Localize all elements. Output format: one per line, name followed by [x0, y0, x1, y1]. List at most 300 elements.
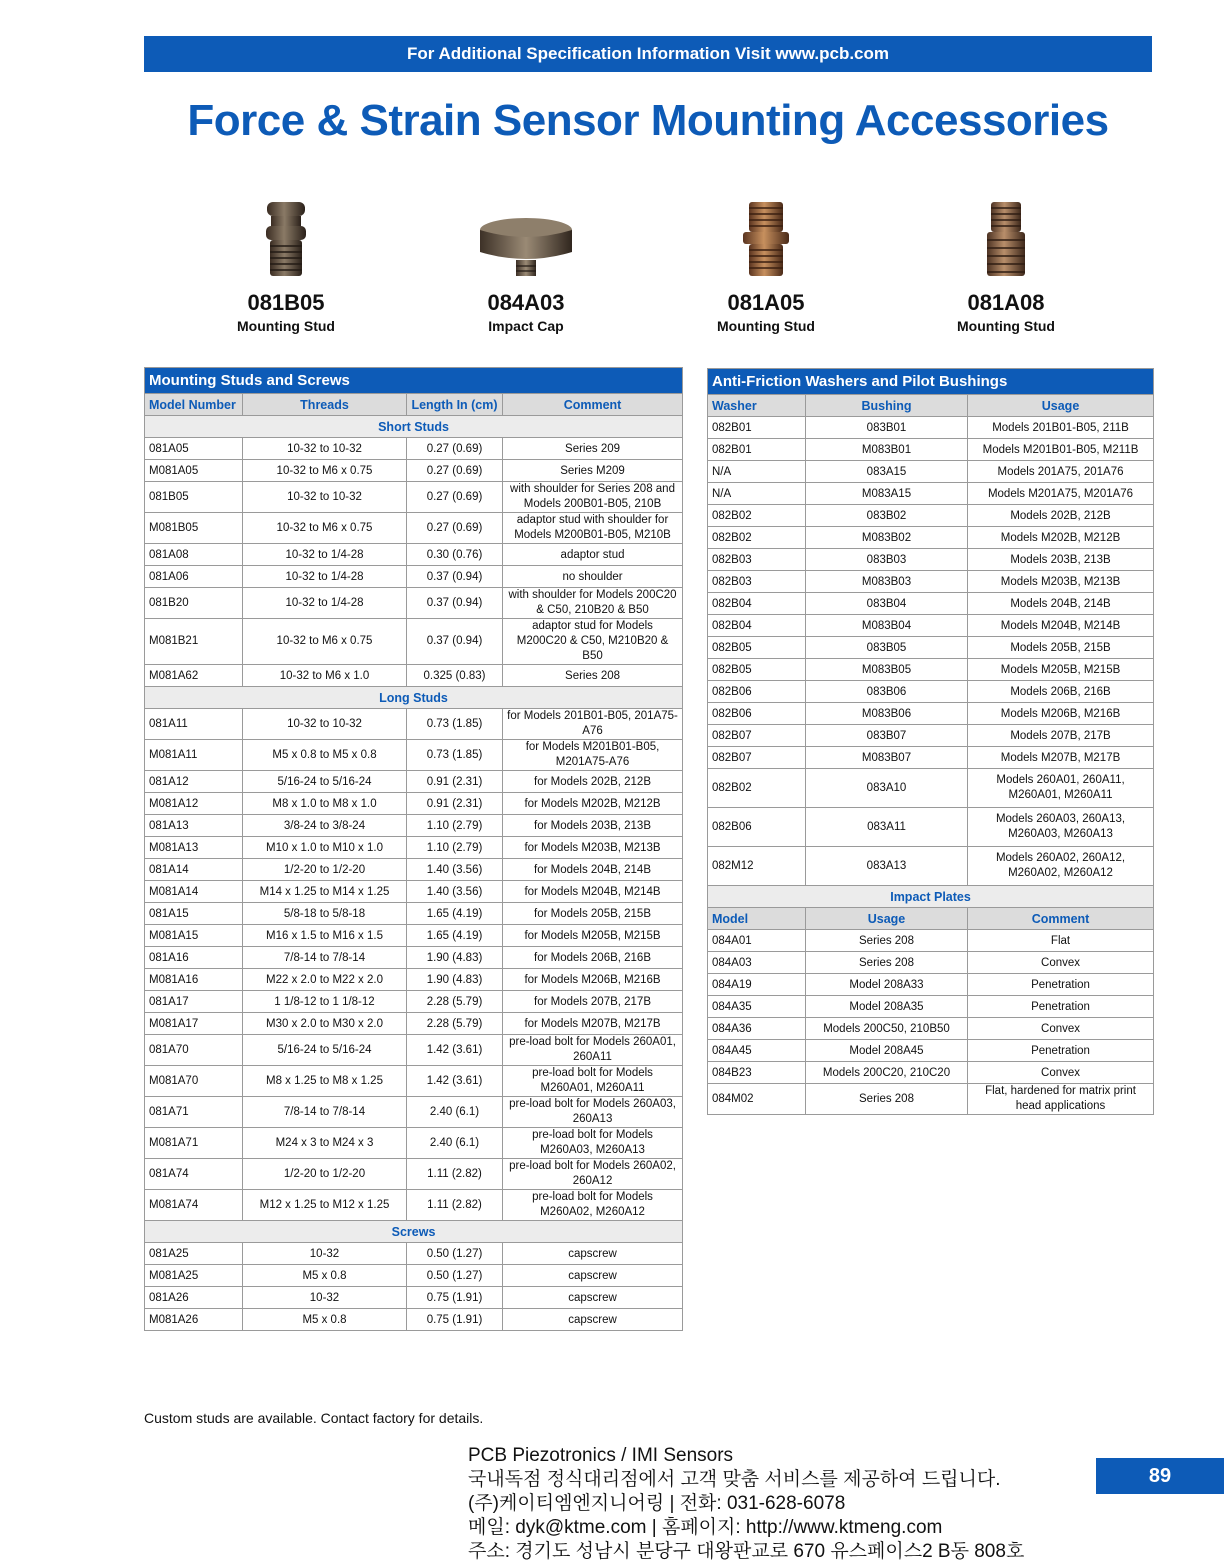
table-cell: 3/8-24 to 3/8-24: [243, 815, 407, 837]
column-header: Washer: [708, 395, 806, 417]
spec-info-banner: For Additional Specification Information Visit www.pcb.com: [144, 36, 1152, 72]
product-081a05: [666, 200, 866, 334]
table-cell: 082B06: [708, 681, 806, 703]
column-header: Model Number: [145, 394, 243, 416]
table-row: [145, 1097, 683, 1128]
table-cell: 084A03: [708, 952, 806, 974]
table-cell: M30 x 2.0 to M30 x 2.0: [243, 1013, 407, 1035]
table-cell: 1.90 (4.83): [407, 947, 503, 969]
table-cell: Models 203B, 213B: [968, 549, 1154, 571]
table-row: [708, 1062, 1154, 1084]
table-cell: for Models M207B, M217B: [503, 1013, 683, 1035]
table-cell: Models 260A01, 260A11, M260A01, M260A11: [968, 769, 1154, 808]
table-cell: M083B06: [806, 703, 968, 725]
dealer-line: (주)케이티엠엔지니어링 | 전화: 031-628-6078: [468, 1493, 846, 1514]
table-cell: for Models 207B, 217B: [503, 991, 683, 1013]
table-row: [145, 460, 683, 482]
table-cell: M081A14: [145, 881, 243, 903]
table-cell: Models 205B, 215B: [968, 637, 1154, 659]
table-cell: 084A35: [708, 996, 806, 1018]
table-row: [145, 815, 683, 837]
mounting-stud-image: [186, 200, 386, 278]
table-cell: for Models M205B, M215B: [503, 925, 683, 947]
table-cell: M083B03: [806, 571, 968, 593]
table-cell: for Models M203B, M213B: [503, 837, 683, 859]
table-cell: 081A13: [145, 815, 243, 837]
table-cell: 1.10 (2.79): [407, 837, 503, 859]
table-cell: 10-32 to 1/4-28: [243, 544, 407, 566]
table-cell: 0.91 (2.31): [407, 771, 503, 793]
table-row: [145, 859, 683, 881]
table-cell: 081A15: [145, 903, 243, 925]
table-cell: M10 x 1.0 to M10 x 1.0: [243, 837, 407, 859]
table-cell: 082B02: [708, 505, 806, 527]
table-cell: M083B05: [806, 659, 968, 681]
table-row: [145, 1243, 683, 1265]
table-cell: Models M203B, M213B: [968, 571, 1154, 593]
product-model: 081A08: [967, 290, 1045, 315]
table-cell: 0.37 (0.94): [407, 619, 503, 665]
table-cell: Models M201A75, M201A76: [968, 483, 1154, 505]
table-cell: M081B21: [145, 619, 243, 665]
product-model: 084A03: [487, 290, 565, 315]
table-cell: 10-32 to M6 x 1.0: [243, 665, 407, 687]
table-cell: 1.10 (2.79): [407, 815, 503, 837]
table-cell: 081A05: [145, 438, 243, 460]
table-cell: 081A06: [145, 566, 243, 588]
table-cell: Series 208: [806, 1084, 968, 1115]
table-cell: for Models M201B01-B05, M201A75-A76: [503, 740, 683, 771]
table-row: [145, 566, 683, 588]
table-row: [145, 925, 683, 947]
table-cell: Models 207B, 217B: [968, 725, 1154, 747]
column-header: Bushing: [806, 395, 968, 417]
column-header: Comment: [503, 394, 683, 416]
table-cell: 082B07: [708, 747, 806, 769]
table-row: [708, 747, 1154, 769]
product-description: Mounting Stud: [957, 318, 1055, 334]
table-cell: M14 x 1.25 to M14 x 1.25: [243, 881, 407, 903]
table-row: [145, 482, 683, 513]
table-cell: 0.75 (1.91): [407, 1287, 503, 1309]
table-cell: Series 208: [806, 952, 968, 974]
table-row: [145, 1035, 683, 1066]
table-cell: 082B05: [708, 659, 806, 681]
table-cell: 0.50 (1.27): [407, 1243, 503, 1265]
table-cell: 1.42 (3.61): [407, 1066, 503, 1097]
table-row: [145, 740, 683, 771]
table-cell: 10-32 to 1/4-28: [243, 588, 407, 619]
table-cell: 5/8-18 to 5/8-18: [243, 903, 407, 925]
table-cell: 10-32 to 10-32: [243, 709, 407, 740]
table-row: [708, 483, 1154, 505]
page-number: 89: [1096, 1458, 1224, 1494]
table-cell: 081B20: [145, 588, 243, 619]
table-cell: 083A10: [806, 769, 968, 808]
table-cell: for Models 206B, 216B: [503, 947, 683, 969]
table-cell: 082B06: [708, 703, 806, 725]
table-cell: Penetration: [968, 974, 1154, 996]
table-cell: 081A16: [145, 947, 243, 969]
table-cell: for Models M202B, M212B: [503, 793, 683, 815]
table-row: [145, 991, 683, 1013]
table-cell: M16 x 1.5 to M16 x 1.5: [243, 925, 407, 947]
table-cell: Model 208A33: [806, 974, 968, 996]
table-cell: Models 200C50, 210B50: [806, 1018, 968, 1040]
table-cell: M083B04: [806, 615, 968, 637]
mounting-stud-image: [906, 200, 1106, 278]
table-cell: Models M204B, M214B: [968, 615, 1154, 637]
table-cell: M081A05: [145, 460, 243, 482]
table-cell: 083A13: [806, 847, 968, 886]
table-cell: 082B01: [708, 439, 806, 461]
table-cell: for Models M204B, M214B: [503, 881, 683, 903]
table-cell: 0.27 (0.69): [407, 482, 503, 513]
table-cell: pre-load bolt for Models 260A02, 260A12: [503, 1159, 683, 1190]
table-cell: for Models 204B, 214B: [503, 859, 683, 881]
page-title: Force & Strain Sensor Mounting Accessories: [187, 96, 1109, 145]
dealer-line: 주소: 경기도 성남시 분당구 대왕판교로 670 유스페이스2 B동 808호: [468, 1541, 1025, 1562]
table-cell: M081A16: [145, 969, 243, 991]
table-cell: Models 260A03, 260A13, M260A03, M260A13: [968, 808, 1154, 847]
table-row: [145, 903, 683, 925]
table-cell: Models M201B01-B05, M211B: [968, 439, 1154, 461]
table-cell: M081A11: [145, 740, 243, 771]
table-cell: 081A74: [145, 1159, 243, 1190]
table-cell: 083B06: [806, 681, 968, 703]
impact-cap-image: [426, 200, 626, 278]
table-cell: 083B05: [806, 637, 968, 659]
table-row: [708, 952, 1154, 974]
table-row: [145, 1265, 683, 1287]
table-cell: 0.325 (0.83): [407, 665, 503, 687]
table-cell: 10-32 to 1/4-28: [243, 566, 407, 588]
table-cell: M081A74: [145, 1190, 243, 1221]
table-cell: for Models 203B, 213B: [503, 815, 683, 837]
table-cell: M5 x 0.8: [243, 1309, 407, 1331]
table-cell: for Models 202B, 212B: [503, 771, 683, 793]
table-cell: Models M206B, M216B: [968, 703, 1154, 725]
table-cell: 084A45: [708, 1040, 806, 1062]
table-cell: Models 204B, 214B: [968, 593, 1154, 615]
table-row: [708, 930, 1154, 952]
table-cell: Models M207B, M217B: [968, 747, 1154, 769]
table-cell: M081A12: [145, 793, 243, 815]
table-cell: capscrew: [503, 1287, 683, 1309]
table-cell: 10-32 to M6 x 0.75: [243, 460, 407, 482]
table-cell: Models M202B, M212B: [968, 527, 1154, 549]
table-row: [145, 771, 683, 793]
table-cell: M081A26: [145, 1309, 243, 1331]
table-cell: with shoulder for Models 200C20 & C50, 210B20 & B50: [503, 588, 683, 619]
table-row: [708, 808, 1154, 847]
table-cell: 10-32 to M6 x 0.75: [243, 619, 407, 665]
table-cell: pre-load bolt for Models 260A03, 260A13: [503, 1097, 683, 1128]
table-cell: 082M12: [708, 847, 806, 886]
table-cell: Flat: [968, 930, 1154, 952]
table-cell: 0.73 (1.85): [407, 740, 503, 771]
table-cell: 0.37 (0.94): [407, 588, 503, 619]
table-cell: 0.30 (0.76): [407, 544, 503, 566]
table-cell: pre-load bolt for Models M260A02, M260A12: [503, 1190, 683, 1221]
table-cell: Flat, hardened for matrix print head applications: [968, 1084, 1154, 1115]
table-cell: 083B03: [806, 549, 968, 571]
table-cell: 084A36: [708, 1018, 806, 1040]
table-cell: Convex: [968, 1062, 1154, 1084]
table-cell: Models 201A75, 201A76: [968, 461, 1154, 483]
table-cell: 081A26: [145, 1287, 243, 1309]
table-row: [145, 1287, 683, 1309]
table-cell: M24 x 3 to M24 x 3: [243, 1128, 407, 1159]
table-cell: 0.73 (1.85): [407, 709, 503, 740]
table-cell: 1.65 (4.19): [407, 903, 503, 925]
table-cell: M083B07: [806, 747, 968, 769]
table-row: [708, 527, 1154, 549]
table-cell: Models 202B, 212B: [968, 505, 1154, 527]
table-row: [145, 1013, 683, 1035]
table-row: [145, 544, 683, 566]
dealer-line: PCB Piezotronics / IMI Sensors: [468, 1445, 734, 1466]
table-cell: 10-32: [243, 1287, 407, 1309]
table-cell: Series 208: [806, 930, 968, 952]
table-cell: 5/16-24 to 5/16-24: [243, 1035, 407, 1066]
table-cell: 1.65 (4.19): [407, 925, 503, 947]
table-cell: M081B05: [145, 513, 243, 544]
table-cell: M083B02: [806, 527, 968, 549]
table-cell: 081A12: [145, 771, 243, 793]
table-cell: 083B01: [806, 417, 968, 439]
column-header: Comment: [968, 908, 1154, 930]
table-cell: Models 201B01-B05, 211B: [968, 417, 1154, 439]
product-model: 081A05: [727, 290, 805, 315]
table-cell: 082B01: [708, 417, 806, 439]
dealer-info: [468, 1444, 1024, 1564]
dealer-line: 국내독점 정식대리점에서 고객 맞춤 서비스를 제공하여 드립니다.: [468, 1469, 1001, 1490]
table-cell: 083B07: [806, 725, 968, 747]
table-row: [145, 1309, 683, 1331]
table-cell: M081A62: [145, 665, 243, 687]
table-cell: Penetration: [968, 996, 1154, 1018]
table-row: [145, 1190, 683, 1221]
table-row: [708, 659, 1154, 681]
section-header: Long Studs: [145, 687, 683, 709]
table-cell: 7/8-14 to 7/8-14: [243, 947, 407, 969]
table-cell: 082B04: [708, 593, 806, 615]
table-cell: 1.11 (2.82): [407, 1159, 503, 1190]
table-row: [708, 974, 1154, 996]
product-081a08: [906, 200, 1106, 334]
table-cell: 0.27 (0.69): [407, 438, 503, 460]
table-row: [145, 665, 683, 687]
table-cell: 1.11 (2.82): [407, 1190, 503, 1221]
table-cell: 082B03: [708, 549, 806, 571]
table-cell: adaptor stud for Models M200C20 & C50, M210B20 & B50: [503, 619, 683, 665]
table-cell: 2.40 (6.1): [407, 1097, 503, 1128]
table-cell: M8 x 1.0 to M8 x 1.0: [243, 793, 407, 815]
table-cell: 082B07: [708, 725, 806, 747]
table-cell: 2.40 (6.1): [407, 1128, 503, 1159]
table-cell: 0.50 (1.27): [407, 1265, 503, 1287]
table-cell: 083B04: [806, 593, 968, 615]
table-cell: N/A: [708, 461, 806, 483]
column-header: Model: [708, 908, 806, 930]
table-row: [145, 969, 683, 991]
table-title: Anti-Friction Washers and Pilot Bushings: [708, 369, 1154, 395]
table-row: [708, 703, 1154, 725]
table-cell: 081A25: [145, 1243, 243, 1265]
table-row: [708, 725, 1154, 747]
table-cell: M12 x 1.25 to M12 x 1.25: [243, 1190, 407, 1221]
table-row: [708, 417, 1154, 439]
dealer-line: 메일: dyk@ktme.com | 홈페이지: http://www.ktmeng.com: [468, 1517, 943, 1538]
table-cell: 082B03: [708, 571, 806, 593]
table-cell: 7/8-14 to 7/8-14: [243, 1097, 407, 1128]
table-cell: capscrew: [503, 1243, 683, 1265]
table-cell: 082B05: [708, 637, 806, 659]
product-084a03: [426, 200, 626, 334]
table-cell: pre-load bolt for Models M260A01, M260A11: [503, 1066, 683, 1097]
mounting-stud-image: [666, 200, 866, 278]
table-cell: Models 206B, 216B: [968, 681, 1154, 703]
table-row: [708, 1018, 1154, 1040]
column-header: Length In (cm): [407, 394, 503, 416]
table-cell: Models M205B, M215B: [968, 659, 1154, 681]
section-header: Short Studs: [145, 416, 683, 438]
table-cell: 1.40 (3.56): [407, 881, 503, 903]
table-cell: M5 x 0.8: [243, 1265, 407, 1287]
table-row: [708, 439, 1154, 461]
table-cell: 083A11: [806, 808, 968, 847]
table-cell: 0.27 (0.69): [407, 460, 503, 482]
table-row: [145, 588, 683, 619]
table-title: Mounting Studs and Screws: [145, 368, 683, 394]
table-cell: M081A13: [145, 837, 243, 859]
table-cell: M083B01: [806, 439, 968, 461]
table-row: [708, 637, 1154, 659]
column-header: Usage: [806, 908, 968, 930]
table-row: [708, 847, 1154, 886]
table-row: [145, 1128, 683, 1159]
product-description: Impact Cap: [488, 318, 564, 334]
table-row: [708, 549, 1154, 571]
washers-bushings-table: [707, 368, 1154, 1115]
footnote: Custom studs are available. Contact factory for details.: [144, 1410, 484, 1426]
table-cell: Series M209: [503, 460, 683, 482]
table-cell: M081A70: [145, 1066, 243, 1097]
table-cell: Models 260A02, 260A12, M260A02, M260A12: [968, 847, 1154, 886]
table-row: [145, 513, 683, 544]
table-cell: M8 x 1.25 to M8 x 1.25: [243, 1066, 407, 1097]
table-row: [708, 461, 1154, 483]
table-row: [145, 837, 683, 859]
table-cell: M081A17: [145, 1013, 243, 1035]
table-cell: for Models M206B, M216B: [503, 969, 683, 991]
product-description: Mounting Stud: [237, 318, 335, 334]
table-cell: M081A71: [145, 1128, 243, 1159]
table-cell: 081A17: [145, 991, 243, 1013]
table-cell: adaptor stud with shoulder for Models M200B01-B05, M210B: [503, 513, 683, 544]
table-cell: 081B05: [145, 482, 243, 513]
table-cell: M5 x 0.8 to M5 x 0.8: [243, 740, 407, 771]
table-cell: 2.28 (5.79): [407, 1013, 503, 1035]
table-row: [708, 1084, 1154, 1115]
table-cell: 081A11: [145, 709, 243, 740]
table-row: [708, 615, 1154, 637]
mounting-studs-table: [144, 367, 683, 1331]
table-cell: 082B04: [708, 615, 806, 637]
table-row: [708, 505, 1154, 527]
table-row: [145, 1159, 683, 1190]
table-cell: pre-load bolt for Models M260A03, M260A13: [503, 1128, 683, 1159]
table-row: [708, 769, 1154, 808]
table-row: [145, 947, 683, 969]
table-row: [145, 619, 683, 665]
table-cell: 5/16-24 to 5/16-24: [243, 771, 407, 793]
table-cell: M081A15: [145, 925, 243, 947]
table-cell: Convex: [968, 952, 1154, 974]
table-cell: 081A70: [145, 1035, 243, 1066]
table-cell: Penetration: [968, 1040, 1154, 1062]
table-cell: 081A08: [145, 544, 243, 566]
product-description: Mounting Stud: [717, 318, 815, 334]
table-cell: Series 209: [503, 438, 683, 460]
section-header: Impact Plates: [708, 886, 1154, 908]
product-081b05: [186, 200, 386, 334]
table-row: [145, 438, 683, 460]
table-cell: 082B02: [708, 769, 806, 808]
table-cell: M081A25: [145, 1265, 243, 1287]
table-row: [708, 571, 1154, 593]
column-header: Threads: [243, 394, 407, 416]
table-cell: 2.28 (5.79): [407, 991, 503, 1013]
table-cell: Convex: [968, 1018, 1154, 1040]
table-cell: 1.42 (3.61): [407, 1035, 503, 1066]
table-cell: 083A15: [806, 461, 968, 483]
table-cell: 0.75 (1.91): [407, 1309, 503, 1331]
table-cell: 0.91 (2.31): [407, 793, 503, 815]
table-cell: N/A: [708, 483, 806, 505]
table-cell: 081A71: [145, 1097, 243, 1128]
table-cell: M22 x 2.0 to M22 x 2.0: [243, 969, 407, 991]
table-cell: 084A01: [708, 930, 806, 952]
table-cell: 084B23: [708, 1062, 806, 1084]
table-cell: pre-load bolt for Models 260A01, 260A11: [503, 1035, 683, 1066]
table-cell: for Models 205B, 215B: [503, 903, 683, 925]
table-row: [708, 996, 1154, 1018]
table-row: [145, 881, 683, 903]
table-cell: 082B02: [708, 527, 806, 549]
table-cell: 1 1/8-12 to 1 1/8-12: [243, 991, 407, 1013]
table-cell: Series 208: [503, 665, 683, 687]
table-cell: Model 208A35: [806, 996, 968, 1018]
table-cell: 1/2-20 to 1/2-20: [243, 859, 407, 881]
product-model: 081B05: [247, 290, 325, 315]
table-cell: 10-32 to M6 x 0.75: [243, 513, 407, 544]
table-cell: 10-32: [243, 1243, 407, 1265]
column-header: Usage: [968, 395, 1154, 417]
table-cell: 1/2-20 to 1/2-20: [243, 1159, 407, 1190]
table-cell: 083B02: [806, 505, 968, 527]
table-cell: 081A14: [145, 859, 243, 881]
table-row: [145, 1066, 683, 1097]
table-cell: 10-32 to 10-32: [243, 438, 407, 460]
table-cell: with shoulder for Series 208 and Models 200B01-B05, 210B: [503, 482, 683, 513]
table-row: [708, 681, 1154, 703]
table-cell: 084M02: [708, 1084, 806, 1115]
table-cell: 1.40 (3.56): [407, 859, 503, 881]
table-cell: capscrew: [503, 1309, 683, 1331]
table-cell: for Models 201B01-B05, 201A75-A76: [503, 709, 683, 740]
